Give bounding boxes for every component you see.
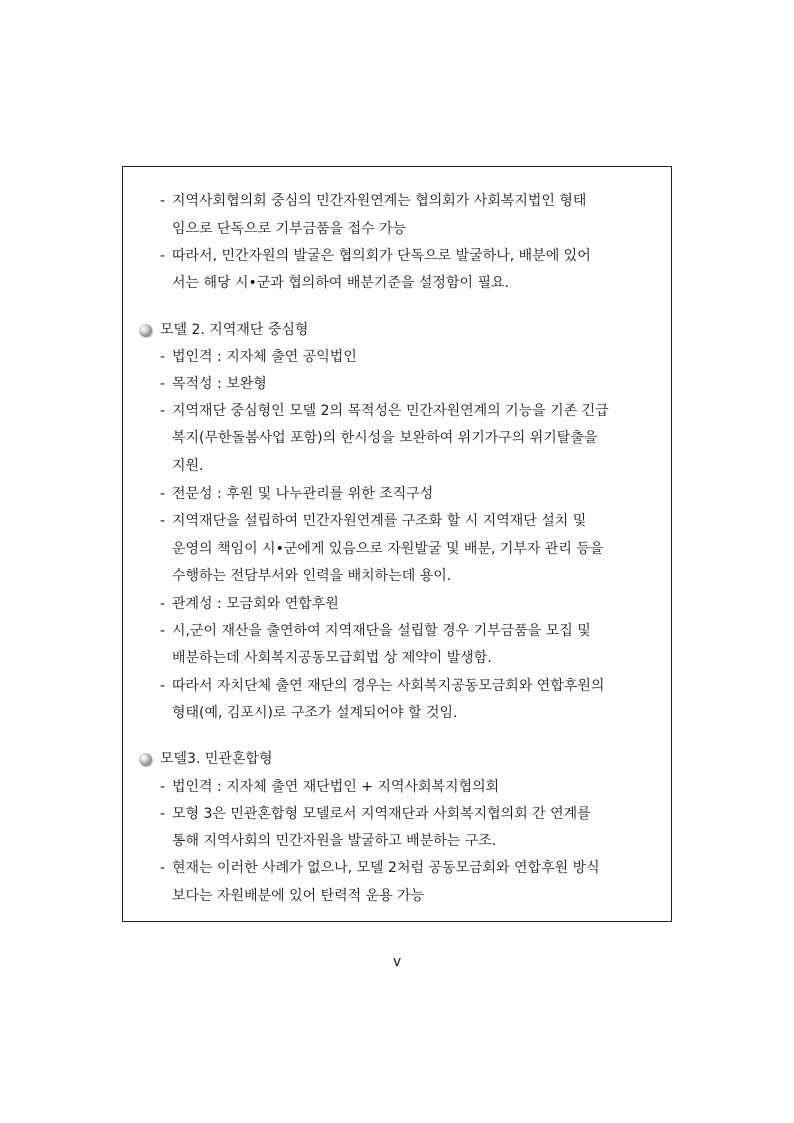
list-item xyxy=(160,512,586,530)
dash-marker: - xyxy=(160,860,166,876)
bullet-icon xyxy=(139,324,152,337)
dash-marker: - xyxy=(160,779,166,795)
dash-marker: - xyxy=(160,596,166,612)
list-item-continuation: 수행하는 전담부서와 인력을 배치하는데 용이. xyxy=(172,568,452,584)
dash-marker: - xyxy=(160,623,166,639)
item-text: 지역재단을 설립하여 민간자원연계를 구조화 할 시 지역재단 설치 및 xyxy=(172,513,587,529)
list-item xyxy=(160,805,591,823)
item-text: 모형 3은 민관혼합형 모델로서 지역재단과 사회복지협의회 간 연계를 xyxy=(172,806,591,822)
list-item xyxy=(160,485,433,503)
list-item xyxy=(160,622,591,640)
item-text: 따라서 자치단체 출연 재단의 경우는 사회복지공동모금회와 연합후원의 xyxy=(172,678,605,694)
list-item-continuation: 형태(예, 김포시)로 구조가 설계되어야 할 것임. xyxy=(172,705,458,721)
dash-marker: - xyxy=(160,806,166,822)
item-text: 지역사회협의회 중심의 민간자원연계는 협의회가 사회복지법인 형태 xyxy=(172,193,587,209)
item-text: 지역재단 중심형인 모델 2의 목적성은 민간자원연계의 기능을 기존 긴급 xyxy=(172,403,609,419)
dash-marker: - xyxy=(160,486,166,502)
list-item-continuation: 서는 해당 시•군과 협의하여 배분기준을 설정함이 필요. xyxy=(172,275,509,291)
list-item xyxy=(160,778,499,796)
list-item xyxy=(160,677,604,695)
list-item-continuation: 배분하는데 사회복지공동모급회법 상 제약이 발생함. xyxy=(172,650,492,666)
item-text: 현재는 이러한 사례가 없으나, 모델 2처럼 공동모금회와 연합후원 방식 xyxy=(172,860,600,876)
item-text: 목적성 : 보완형 xyxy=(172,376,267,392)
dash-marker: - xyxy=(160,193,166,209)
list-item xyxy=(160,348,357,366)
dash-marker: - xyxy=(160,248,166,264)
list-item xyxy=(160,859,600,877)
list-item-continuation: 복지(무한돌봄사업 포함)의 한시성을 보완하여 위기가구의 위기탈출을 xyxy=(172,430,598,446)
list-item-continuation: 통해 지역사회의 민간자원을 발굴하고 배분하는 구조. xyxy=(172,833,497,849)
list-item-continuation: 지원. xyxy=(172,458,204,474)
list-item-continuation: 보다는 자원배분에 있어 탄력적 운용 가능 xyxy=(172,888,425,904)
list-item xyxy=(160,402,609,420)
item-text: 법인격 : 지자체 출연 공익법인 xyxy=(172,349,357,365)
section-heading-model2: 모델 2. 지역재단 중심형 xyxy=(160,322,309,338)
bullet-icon xyxy=(139,753,152,766)
dash-marker: - xyxy=(160,678,166,694)
item-text: 전문성 : 후원 및 나누관리를 위한 조직구성 xyxy=(172,486,434,502)
list-item xyxy=(160,375,267,393)
item-text: 관계성 : 모금회와 연합후원 xyxy=(172,596,339,612)
item-text: 법인격 : 지자체 출연 재단법인 + 지역사회복지협의회 xyxy=(172,779,500,795)
section-heading-model3: 모델3. 민관혼합형 xyxy=(160,751,273,767)
dash-marker: - xyxy=(160,513,166,529)
list-item-continuation: 임으로 단독으로 기부금품을 접수 가능 xyxy=(172,221,407,237)
dash-marker: - xyxy=(160,403,166,419)
dash-marker: - xyxy=(160,376,166,392)
list-item xyxy=(160,595,339,613)
item-text: 시,군이 재산을 출연하여 지역재단을 설립할 경우 기부금품을 모집 및 xyxy=(172,623,591,639)
list-item xyxy=(160,192,586,210)
page-number: v xyxy=(392,954,402,970)
list-item-continuation: 운영의 책임이 시•군에게 있음으로 자원발굴 및 배분, 기부자 관리 등을 xyxy=(172,541,604,557)
dash-marker: - xyxy=(160,349,166,365)
item-text: 따라서, 민간자원의 발굴은 협의회가 단독으로 발굴하나, 배분에 있어 xyxy=(172,248,591,264)
list-item xyxy=(160,247,591,265)
